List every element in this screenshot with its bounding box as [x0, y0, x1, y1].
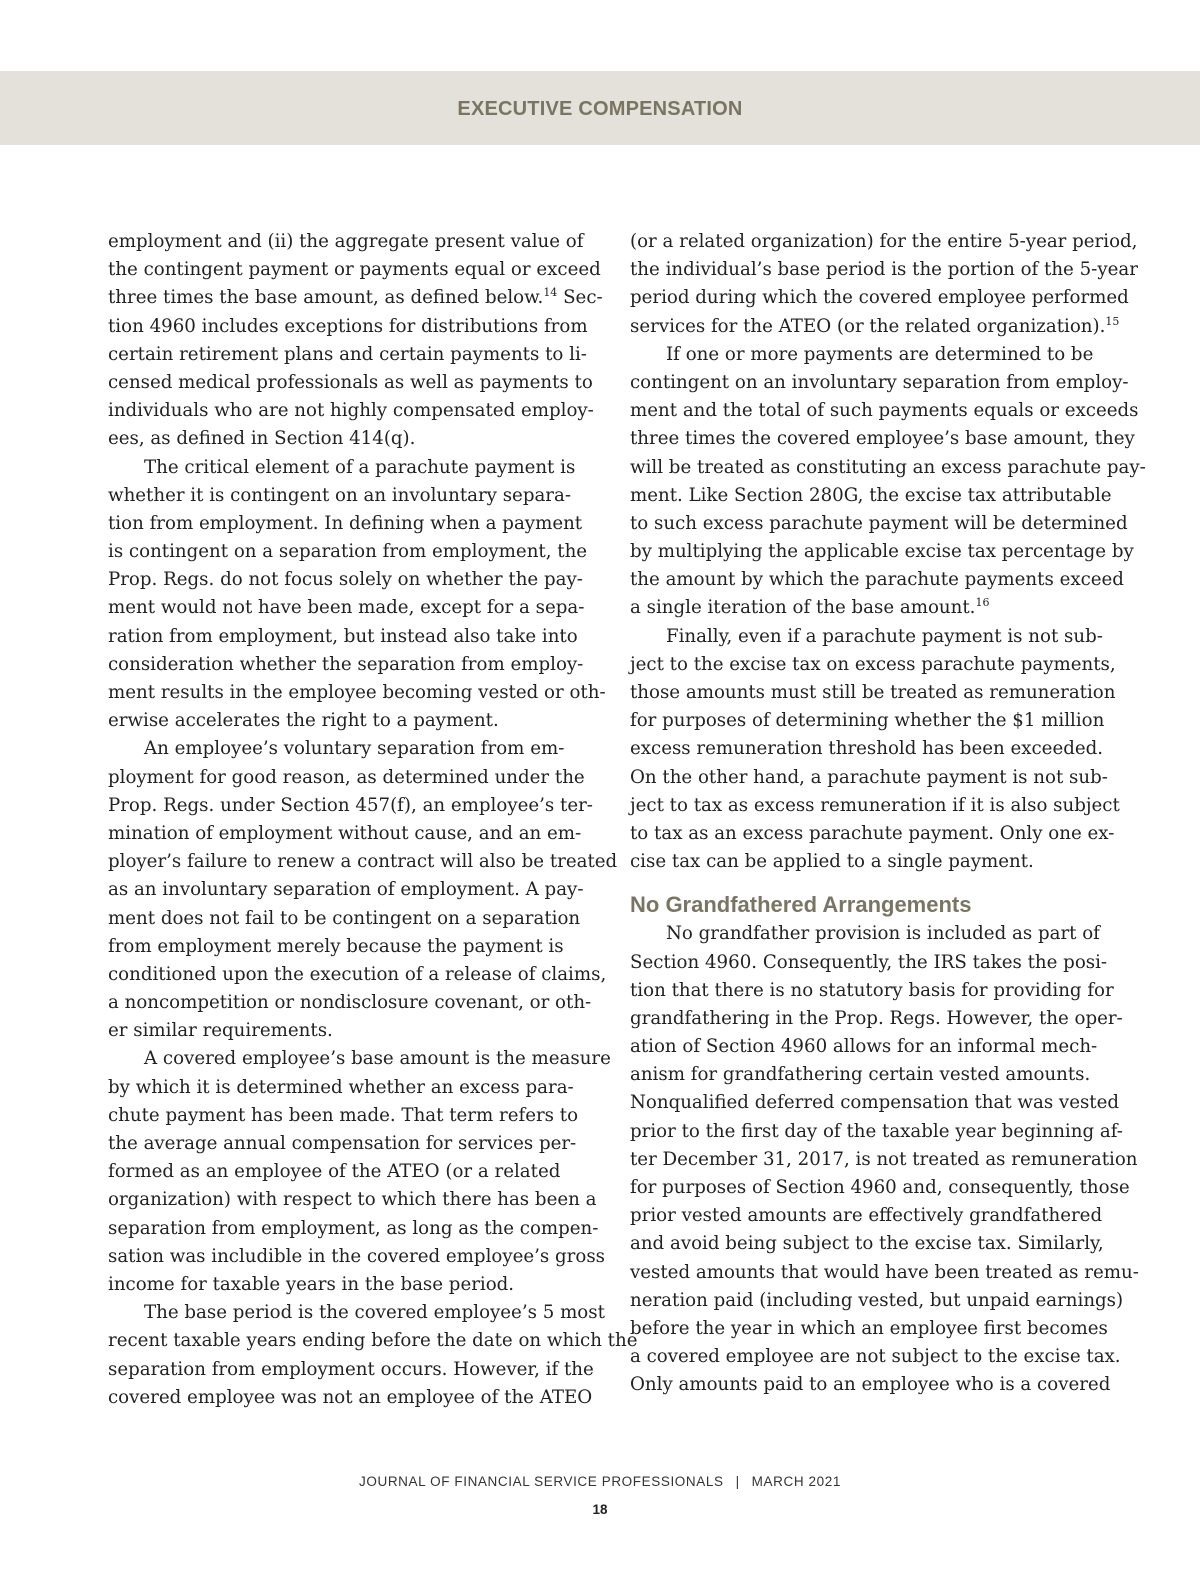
left-column	[108, 228, 638, 1412]
text-line-with-footnote: three times the base amount, as defined below.$^{14}$ Sec-	[108, 286, 603, 309]
text-line: (or a related organization) for the entire 5-year period,	[630, 231, 1138, 252]
footnote-ref-15: 15	[1105, 314, 1120, 328]
text-line: ration from employment, but instead also take into	[108, 625, 578, 647]
text-line: chute payment has been made. That term refers to	[108, 1104, 579, 1126]
text-line: cise tax can be applied to a single payment.	[630, 851, 1034, 873]
text-line: a covered employee are not subject to the excise tax.	[630, 1346, 1121, 1368]
text-line: the contingent payment or payments equal or exceed	[108, 259, 601, 281]
text-line: Only amounts paid to an employee who is a covered	[630, 1374, 1111, 1396]
text-line: covered employee was not an employee of the ATEO	[108, 1386, 593, 1408]
text-line: conditioned upon the execution of a release of claims,	[108, 963, 607, 985]
text-line: Nonqualified deferred compensation that was vested	[630, 1092, 1120, 1114]
text-line: Section 4960. Consequently, the IRS takes the posi-	[630, 951, 1108, 973]
text-line: the individual’s base period is the portion of the 5-year	[630, 259, 1138, 281]
section-heading: No Grandfathered Arrangements	[630, 892, 972, 918]
text-line: the average annual compensation for services per-	[108, 1133, 577, 1154]
text-line: erwise accelerates the right to a payment.	[108, 710, 499, 732]
text-line: ment. Like Section 280G, the excise tax attributable	[630, 484, 1112, 506]
text-line: ation of Section 4960 allows for an informal mech-	[630, 1036, 1098, 1058]
text-line: An employee’s voluntary separation from em-	[144, 738, 565, 760]
text-line: employment and (ii) the aggregate present value of	[108, 231, 584, 252]
text-line: grandfathering in the Prop. Regs. However, the oper-	[630, 1007, 1123, 1029]
text-line: individuals who are not highly compensated employ-	[108, 400, 594, 422]
text-line: The critical element of a parachute payment is	[144, 456, 576, 478]
footer-separator: |	[735, 1474, 740, 1489]
text-line: is contingent on a separation from employment, the	[108, 541, 588, 563]
footnote-ref-16: 16	[975, 596, 990, 610]
text-line: The base period is the covered employee’s 5 most	[144, 1302, 605, 1324]
text-line: Finally, even if a parachute payment is not sub-	[666, 625, 1103, 647]
text-line: If one or more payments are determined to be	[666, 343, 1094, 365]
text-line: ject to the excise tax on excess parachute payments,	[630, 653, 1116, 675]
text-line: No grandfather provision is included as part of	[666, 923, 1100, 945]
text-line: recent taxable years ending before the date on which the	[108, 1330, 638, 1352]
text-line-with-footnote: a single iteration of the base amount.$^{16}$	[630, 596, 990, 619]
text-line: ject to tax as excess remuneration if it is also subject	[630, 794, 1120, 816]
text-line: by which it is determined whether an excess para-	[108, 1076, 574, 1098]
text-line: Prop. Regs. under Section 457(f), an employee’s ter-	[108, 794, 593, 816]
right-column	[630, 228, 1146, 1400]
text-line: from employment merely because the payment is	[108, 935, 564, 957]
text-line-with-footnote: services for the ATEO (or the related organization).$^{15}$	[630, 314, 1120, 337]
text-line: the amount by which the parachute payments exceed	[630, 569, 1124, 591]
text-line: consideration whether the separation from employ-	[108, 653, 584, 675]
text-line: ployment for good reason, as determined under the	[108, 766, 585, 788]
text-line: formed as an employee of the ATEO (or a related	[108, 1161, 561, 1183]
page-number: 18	[592, 1502, 608, 1517]
text-line: ment and the total of such payments equals or exceeds	[630, 400, 1139, 422]
text-line: a noncompetition or nondisclosure covenant, or oth-	[108, 992, 592, 1014]
text-line: certain retirement plans and certain payments to li-	[108, 343, 587, 365]
text-line: tion from employment. In defining when a payment	[108, 512, 583, 534]
text-line: prior to the first day of the taxable year beginning af-	[630, 1120, 1123, 1142]
text-line: ployer’s failure to renew a contract will also be treated	[108, 851, 618, 873]
text-line: three times the covered employee’s base amount, they	[630, 428, 1135, 450]
text-line: period during which the covered employee performed	[630, 287, 1129, 309]
text-line: mination of employment without cause, and an em-	[108, 822, 582, 844]
text-line: tion that there is no statutory basis for providing for	[630, 979, 1114, 1001]
text-line: censed medical professionals as well as payments to	[108, 371, 593, 393]
journal-name: JOURNAL OF FINANCIAL SERVICE PROFESSIONALS	[359, 1474, 724, 1489]
text-line: contingent on an involuntary separation from employ-	[630, 371, 1129, 393]
text-line: income for taxable years in the base period.	[108, 1273, 515, 1295]
text-line: to such excess parachute payment will be determined	[630, 512, 1128, 534]
text-line: anism for grandfathering certain vested amounts.	[630, 1064, 1091, 1086]
text-line: ees, as defined in Section 414(q).	[108, 428, 416, 450]
text-line: ment results in the employee becoming vested or oth-	[108, 682, 606, 703]
footnote-ref-14: 14	[543, 286, 558, 300]
text-line: by multiplying the applicable excise tax percentage by	[630, 541, 1134, 563]
text-line: prior vested amounts are effectively grandfathered	[630, 1205, 1103, 1227]
text-line: Prop. Regs. do not focus solely on whether the pay-	[108, 569, 583, 591]
text-line: to tax as an excess parachute payment. Only one ex-	[630, 822, 1115, 844]
text-line: for purposes of Section 4960 and, consequently, those	[630, 1177, 1130, 1198]
text-line: for purposes of determining whether the $1 million	[630, 710, 1105, 732]
text-line: ter December 31, 2017, is not treated as remuneration	[630, 1148, 1138, 1170]
text-line: A covered employee’s base amount is the measure	[144, 1048, 611, 1070]
text-line: vested amounts that would have been treated as remu-	[630, 1261, 1139, 1283]
text-line: whether it is contingent on an involuntary separa-	[108, 484, 571, 506]
text-line: as an involuntary separation of employment. A pay-	[108, 879, 584, 901]
section-header-title: EXECUTIVE COMPENSATION	[457, 98, 743, 120]
text-line: will be treated as constituting an excess parachute pay-	[630, 456, 1146, 478]
text-line: sation was includible in the covered employee’s gross	[108, 1245, 605, 1267]
text-line: and avoid being subject to the excise tax. Similarly,	[630, 1233, 1104, 1255]
text-line: excess remuneration threshold has been exceeded.	[630, 738, 1104, 760]
issue-date: MARCH 2021	[751, 1474, 841, 1489]
text-line: those amounts must still be treated as remuneration	[630, 682, 1116, 703]
text-line: tion 4960 includes exceptions for distributions from	[108, 315, 588, 337]
text-line: organization) with respect to which there has been a	[108, 1189, 597, 1211]
text-line: On the other hand, a parachute payment is not sub-	[630, 766, 1108, 788]
text-line: neration paid (including vested, but unpaid earnings)	[630, 1289, 1124, 1311]
text-line: ment would not have been made, except for a sepa-	[108, 597, 585, 619]
journal-footer	[0, 1474, 1200, 1489]
text-line: er similar requirements.	[108, 1020, 333, 1042]
text-line: separation from employment occurs. However, if the	[108, 1358, 594, 1380]
text-line: ment does not fail to be contingent on a separation	[108, 907, 581, 929]
text-line: separation from employment, as long as the compen-	[108, 1217, 599, 1239]
text-line: before the year in which an employee first becomes	[630, 1317, 1108, 1339]
